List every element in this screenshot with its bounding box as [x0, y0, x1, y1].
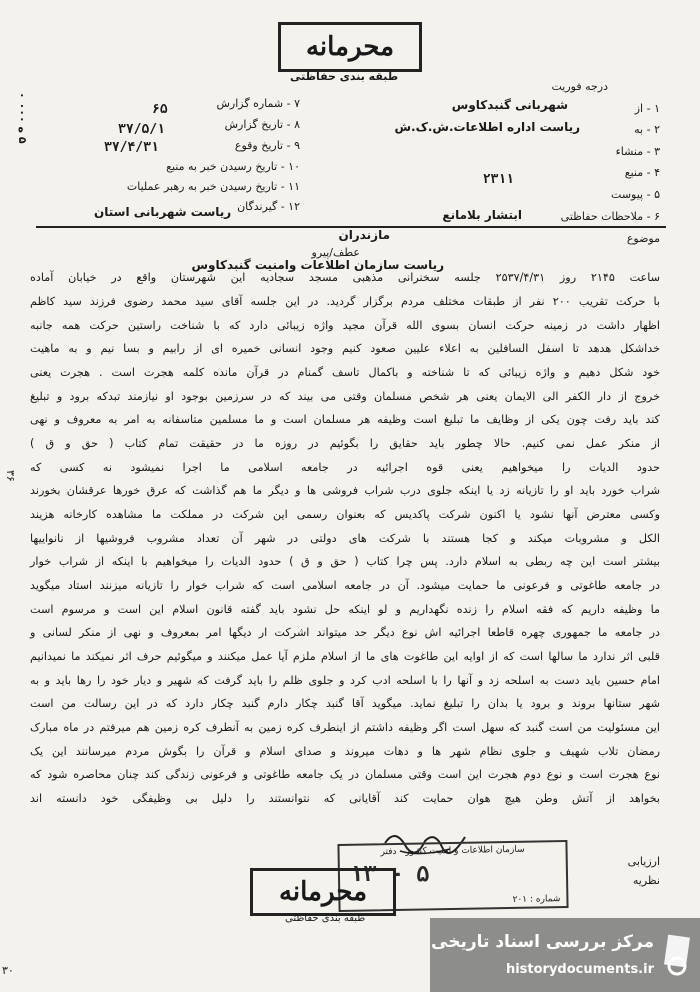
ref-label: عطف/پیرو: [311, 246, 360, 259]
registry-header: سازمان اطلاعات و امنیت کشور - دفتر: [380, 844, 525, 858]
from-value: شهربانی گنبدکاوس: [451, 98, 568, 112]
body-line: در جامعه طاغوتی و فرعونی ما حمایت میشود. آن در جامعه اسلامی است که شراب خوار را تازیانه میزنند استاد میگوید: [30, 579, 660, 592]
to-value: ریاست اداره اطلاعات.ش.ک.ش: [394, 120, 580, 134]
body-line: امام حسین باید دست به اسلحه زد و آنها را با اسلحه ادب کرد و جلوی ظلم را باید گرفت که شهیر و دیار خود را رها باید و به: [30, 674, 660, 687]
confidential-stamp: محرمانه: [278, 22, 422, 72]
body-line: اظهار داشت در زمینه حرکت انسان بسوی الله قرآن مجید واژه زیبائی دارد که با شناخت راستین حرکت همه جانبه: [30, 319, 660, 332]
body-line: نوع هجرت است و نوع دوم هجرت این است وقتی مسلمان در یک جامعه طاغوتی و فرعونی زندگی کند چنان محاصره شود که: [30, 768, 660, 781]
document-logo-icon: [660, 932, 694, 976]
side-note: ۳۶: [4, 470, 17, 482]
report-no-value: ۶۵: [152, 102, 168, 117]
notes-label: ۶ - ملاحظات حفاظتی: [560, 210, 660, 223]
body-line: وکسی معترض آنها نشود یا اکنون شرکت پاکدیس که بعنوان رسمی این شرکت در مملکت ما مشاهده کارخانه هزیند: [30, 508, 660, 521]
body-line: حدود الدیات را میخواهیم یعنی قوه اجرائیه در جامعه اسلامی ما اجرا نمیشود نه کسی که: [30, 461, 660, 474]
registry-number: ۱۳ - ۵: [350, 862, 430, 887]
body-line: رمضان تلاب شهیف و جلوی نظام شهر ها و دهات میروند و صدای اسلام و قرآن را بگوش مردم میرسانند این یک: [30, 745, 660, 758]
recipients-label: ۱۲ - گیرندگان: [237, 200, 300, 213]
body-line: خروج از دار الکفر الی الایمان یعنی هر شخص مسلمان وقتی می بیند که در سرزمین بوجود او نیازمند تبدکه برود و تبلیغ: [30, 390, 660, 403]
subject-label: موضوع: [626, 232, 660, 245]
from-label: ۱ - از: [634, 102, 660, 115]
confidential-stamp-bottom: محرمانه: [250, 868, 396, 916]
body-line: الکل و مشروبات میکند و کجا هستند با شرکت های دولتی در شهر آن تعداد مشروب فروشیها از نانواییها: [30, 532, 660, 545]
body-line: ساعت ۲۱۴۵ روز ۲۵۳۷/۴/۳۱ جلسه سخنرانی مذهبی مسجد سجادیه این شهرستان واقع در خیابان آماده: [30, 271, 661, 284]
recipients-value: ریاست شهربانی استان: [94, 205, 232, 219]
body-line: شراب خورد باید او را تازیانه زد یا اینکه جلوی درب شراب فروشی ها و دیگر ما هم گذاشت که عرق خورها عرقشان بخورند: [30, 484, 660, 497]
body-line: قلبی اثر ندارد ما سالها است که از اوایه این طاغوت های ما از اسلام ملزم آیا عمل میکنند و میگوئیم حرف اثر نمیکند ما نمیدانیم: [30, 650, 660, 663]
classification-label: طبقه بندی حفاظتی: [290, 70, 399, 83]
registry-sub: شماره : ۲۰۱: [512, 894, 561, 905]
body-line: بیشتر است این چه ربطی به اسلام دارد. پس چرا کتاب ( حق و ق ) حدود الدیات را میخواهیم با اینکه از شراب خوار: [30, 555, 660, 568]
province: مازندران: [338, 228, 390, 242]
body-line: از منکر عمل نمی کنیم. حالا چطور باید حقایق را بگوئیم در روزه ما در حقیقت تمام کتاب ( حق و ق ): [30, 437, 660, 450]
report-no-label: ۷ - شماره گزارش: [216, 97, 300, 110]
source-value: ۲۳۱۱: [482, 172, 514, 187]
body-line: کند باید رفت چون یکی از وظایف ما تبلیغ است وظیفه هر مسلمان است و ما مسلمین متاسفانه به امر به معروف و نهی: [30, 413, 660, 426]
body-line: خود شکل دهیم و واژه زیبائی که تا شناخته و باکمال تاسف گمنام در قرآن مانده کلمه هجرت است . هجرت یعنی: [30, 366, 660, 379]
body-line: این مسئولیت من است گنبد که سهل است اگر وظیفه داشتم از اینطرف کره زمین به آنطرف کره زمین هم میرفتم در ماه مبارک: [30, 721, 660, 734]
body-line: در جامعه ما جمهوری چهره قاطعا اجرائیه اش نوع دیگر حد میتواند اشرکت ار دیگها امر بمعروف و نهی از منکر لسانی و: [30, 626, 660, 639]
body-line: شهر ستانها بروند و برود یا بدان را تبلیغ نماید. میگوید آقا گنبد چکار دارم گنبد چکار دارد که در این رسالت من است: [30, 697, 660, 710]
priority-label: درجه فوریت: [551, 80, 608, 93]
body-line: بخواهد از آتش وطن هیچ هوان حمایت کند آقایانی که نتوانستند را دلیل بی وظیفگی خود دانسته اند: [30, 792, 660, 805]
body-line: خداشکل هدهد تا اسفل السافلین به اعلاء علیین صعود کنیم وجود انسانی خمیره ای از رابیم و بسا نیم و به ماهیت: [30, 342, 660, 355]
bottom-stamp-sub: طبقه بندی حفاظتی: [285, 913, 366, 924]
footer-center-name: مرکز بررسی اسناد تاریخی: [431, 932, 654, 952]
attachment-label: ۵ - پیوست: [611, 188, 660, 201]
report-date-label: ۸ - تاریخ گزارش: [224, 118, 300, 131]
body-line: ما وظیفه داریم که فقه اسلام را زنده نگهداریم و لو اینکه حل نشود باید گفته قانون اسلام این است و مرسوم است: [30, 603, 660, 616]
event-date-value: ۳۷/۴/۳۱: [104, 140, 159, 155]
footer-url[interactable]: historydocuments.ir: [505, 962, 654, 977]
source-label: ۴ - منبع: [624, 166, 660, 179]
notes-value: ابتشار بلامانع: [442, 208, 522, 222]
opinion-label: نظریه: [632, 874, 660, 887]
report-date-value: ۳۷/۵/۱: [118, 122, 165, 137]
received-source-label: ۱۰ - تاریخ رسیدن خبر به منبع: [166, 160, 300, 173]
evaluation-label: ارزیابی: [627, 855, 660, 868]
to-label: ۲ - به: [634, 123, 660, 136]
received-ops-label: ۱۱ - تاریخ رسیدن خبر به رهبر عملیات: [126, 180, 300, 193]
body-line: با حرکت تقریب ۲۰۰ نفر از طبقات مختلف مردم برگزار گردید. در این جلسه آقای سید محمد رضوی فرزند سید کاظم: [30, 295, 660, 308]
origin-label: ۳ - منشاء: [615, 145, 660, 158]
side-code: ۵ ه ۰۰۰ ۰: [16, 92, 29, 144]
event-date-label: ۹ - تاریخ وقوع: [234, 139, 300, 152]
footer-watermark: [430, 918, 700, 992]
corner-number: ۳۰: [2, 964, 14, 977]
addressee: ریاست سازمان اطلاعات وامنیت گنبدکاوس: [191, 258, 444, 272]
